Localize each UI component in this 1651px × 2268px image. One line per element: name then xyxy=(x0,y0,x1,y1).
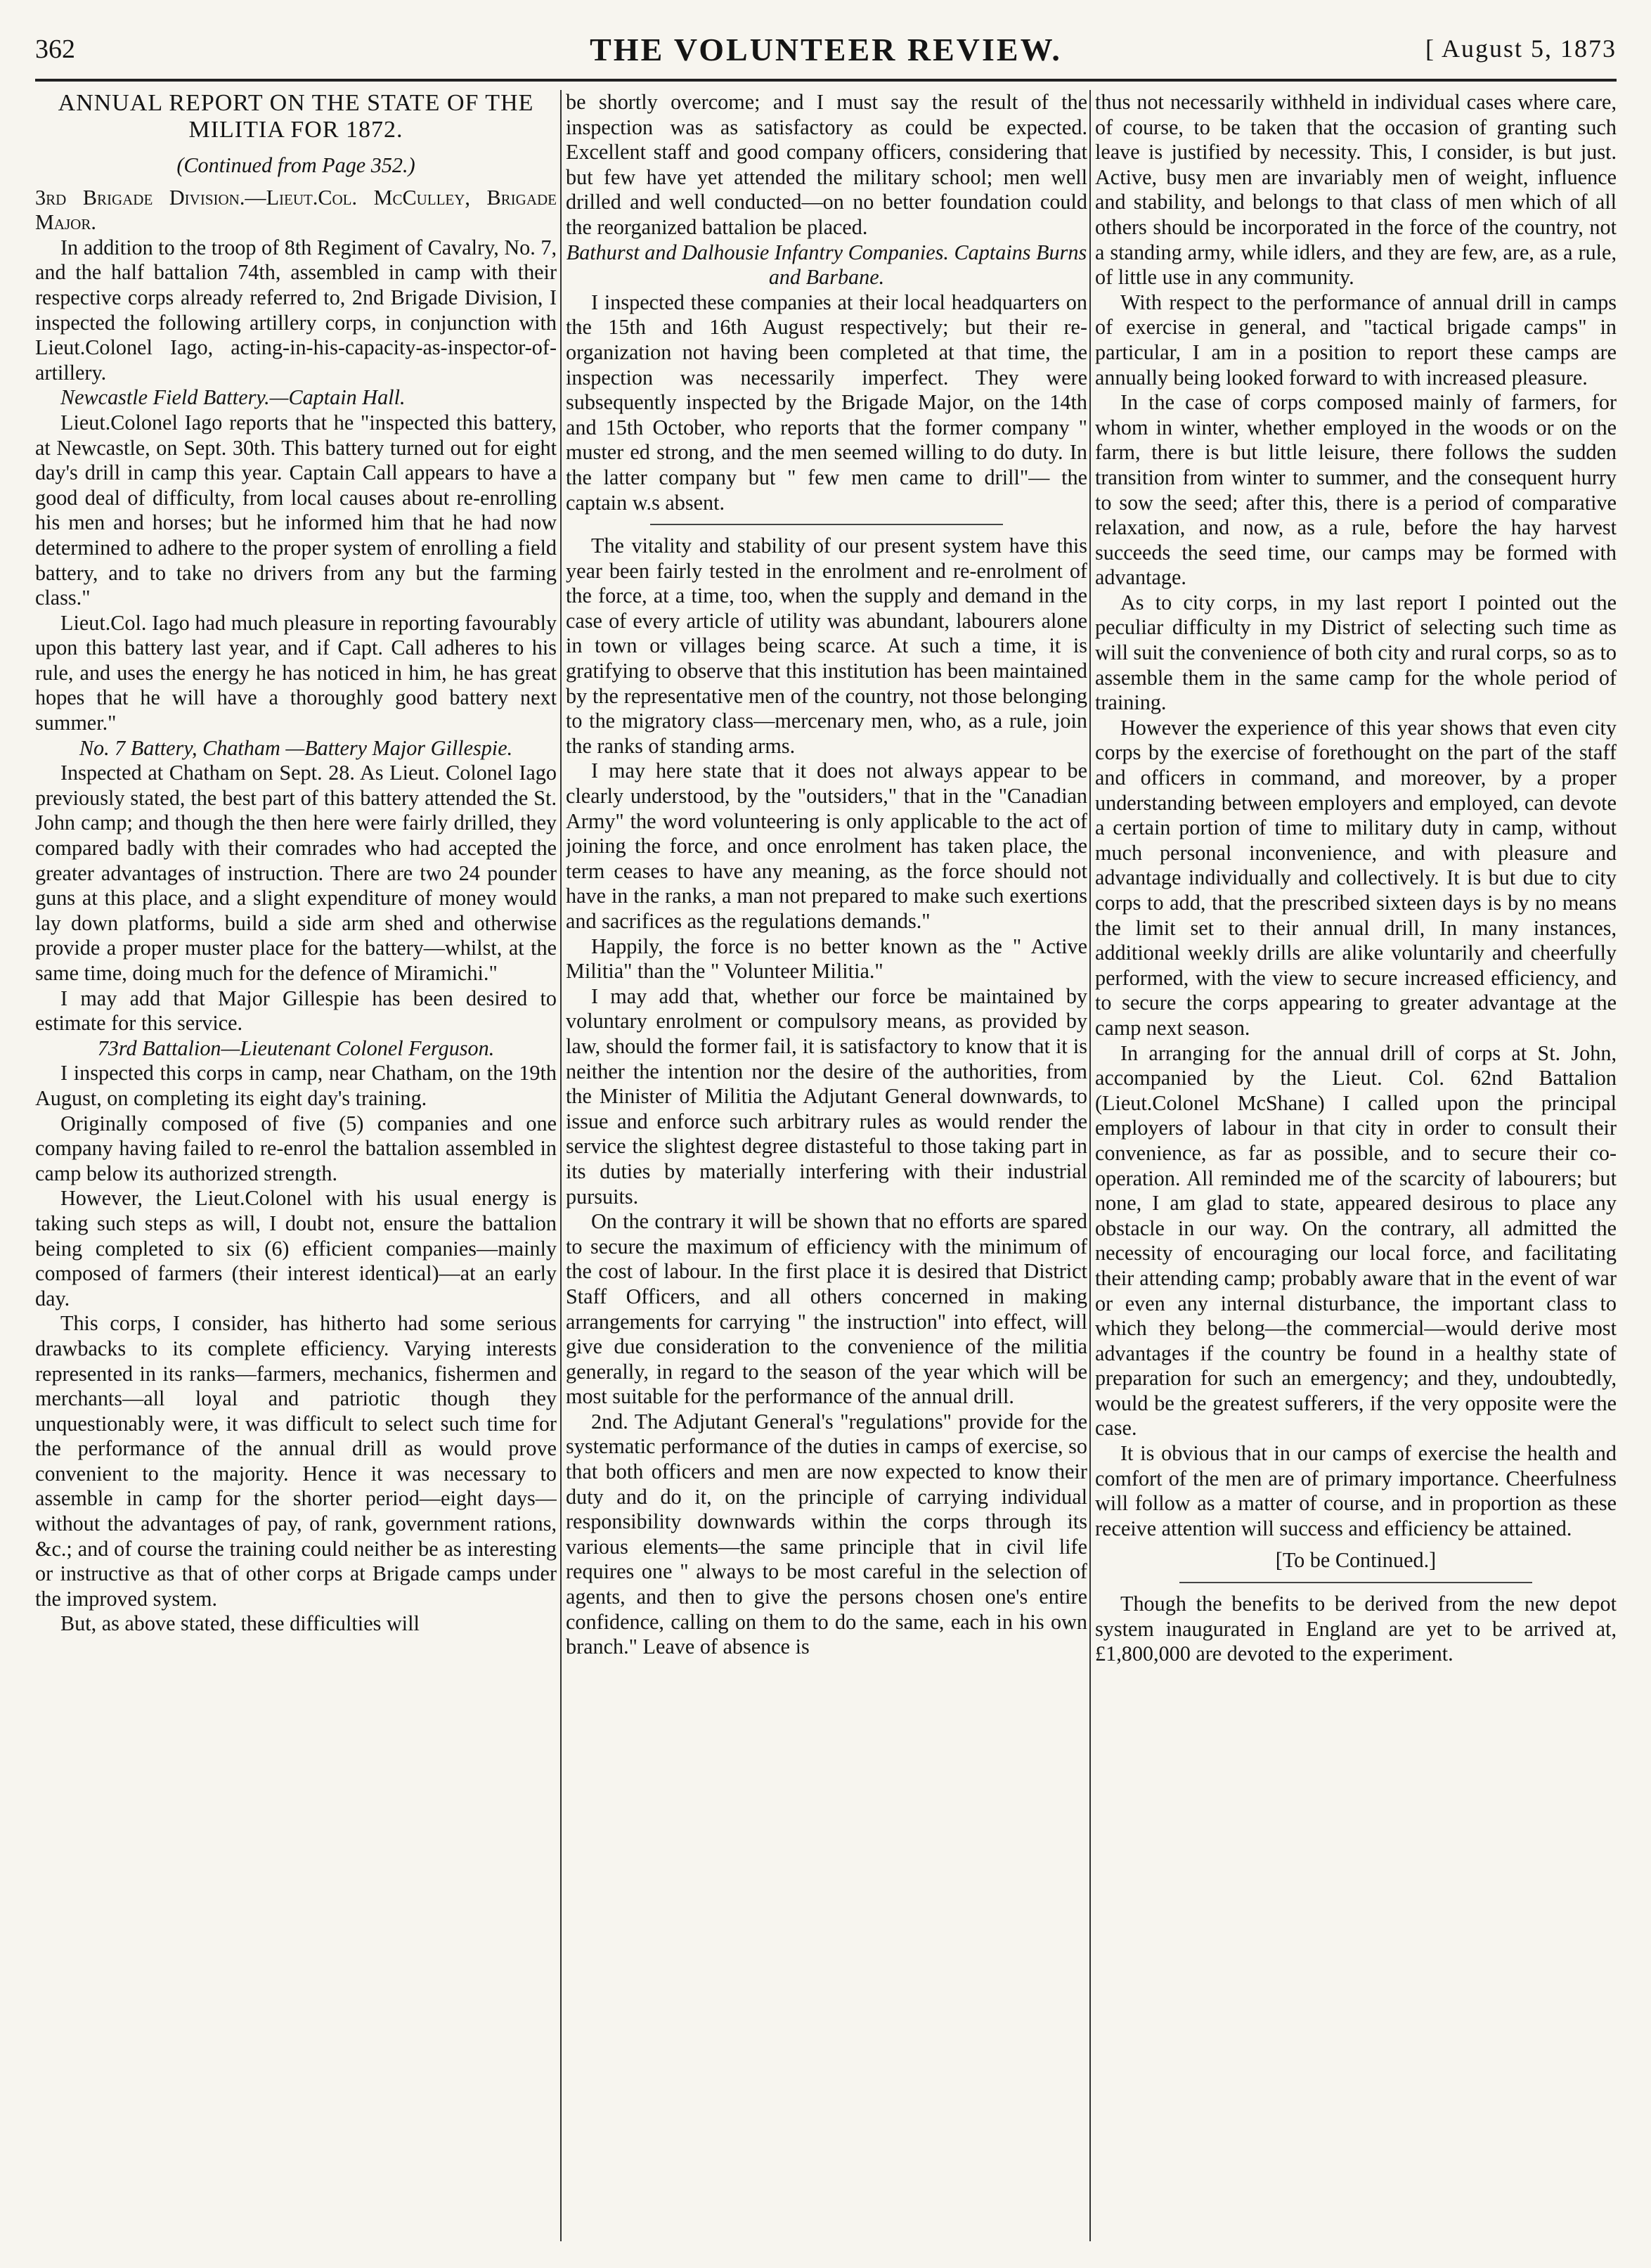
paragraph: I may add that, whether our force be maintained by voluntary enrolment or compulsory means, as provided by law, should the former fail, it is satisfactory to know that it is neither the intention nor the desire of the authorities, from the Minister of Militia the Adjutant General downwards, to issue and enforce such arbitrary rules as would render the service the slightest degree distasteful to those taking part in its duties by materially interfering with their industrial pursuits. xyxy=(566,984,1087,1209)
paragraph: In arranging for the annual drill of corps at St. John, accompanied by the Lieut. Col. 62nd Battalion (Lieut.Colonel McShane) I called upon the principal employers of labour in that city in order to consult their convenience, as far as possible, and to secure their co-operation. All reminded me of the scarcity of labourers; but none, I am glad to state, appeared desirous to place any obstacle in our way. On the contrary, all admitted the necessity of encouraging our local force, and facilitating their attending camp; probably aware that in the event of war or even any internal disturbance, the important class to which they belong—the commercial—would derive most advantages if the country be found in a healthy state of preparation for such an emergency; and they, undoubtedly, would be the greatest sufferers, if the very opposite were the case. xyxy=(1095,1040,1617,1441)
paragraph: I may add that Major Gillespie has been desired to estimate for this service. xyxy=(35,986,557,1036)
paragraph: But, as above stated, these difficulties will xyxy=(60,1611,420,1636)
column-3 xyxy=(1095,90,1617,2241)
paragraph: Happily, the force is no better known as the " Active Militia" than the " Volunteer Militia." xyxy=(566,934,1087,984)
page-header xyxy=(35,30,1617,82)
subheading: Newcastle Field Battery.—Captain Hall. xyxy=(60,385,406,410)
paragraph: This corps, I consider, has hitherto had some serious drawbacks to its complete efficiency. Varying interests represented in its ranks—farmers, mechanics, fishermen and merchants—all loyal and patriotic though they unquestionably were, it was difficult to select such time for the performance of the annual drill as would prove convenient to the majority. Hence it was necessary to assemble in camp for the shorter period—eight days—without the advantages of pay, of rank, government rations, &c.; and of course the training could neither be as interesting or instructive as that of other corps at Brigade camps under the improved system. xyxy=(35,1311,557,1611)
continued-note: (Continued from Page 352.) xyxy=(176,153,415,177)
paragraph: With respect to the performance of annual drill in camps of exercise in general, and "tactical brigade camps" in particular, I am in a position to report these camps are annually being looked forward to with increased pleasure. xyxy=(1095,290,1617,389)
paragraph: The vitality and stability of our present system have this year been fairly tested in the enrolment and re-enrolment of the force, at a time, too, when the supply and demand in the case of every article of utility was abundant, labourers alone in town or villages being scarce. At such a time, it is gratifying to observe that this institution has been maintained by the representative men of the country, not those belonging to the migratory class—mercenary men, who, as a rule, join the ranks of standing arms. xyxy=(566,534,1087,758)
subheading: No. 7 Battery, Chatham —Battery Major Gillespie. xyxy=(79,735,513,760)
section-heading: 3rd Brigade Division.—Lieut.Col. McCulley, Brigade Major. xyxy=(35,185,557,235)
section-divider xyxy=(1179,1582,1532,1583)
paragraph: In addition to the troop of 8th Regiment of Cavalry, No. 7, and the half battalion 74th, assembled in camp with their respective corps already referred to, 2nd Brigade Division, I inspected the following artillery corps, in conjunction with Lieut.Colonel Iago, acting-in-his-capacity-as-inspector-of-artillery. xyxy=(35,235,557,385)
paragraph: I inspected this corps in camp, near Chatham, on the 19th August, on completing its eight day's training. xyxy=(35,1061,557,1110)
paragraph: However, the Lieut.Colonel with his usual energy is taking such steps as will, I doubt not, ensure the battalion being completed to six (6) efficient companies—mainly composed of farmers (their interest identical)—at an early day. xyxy=(35,1186,557,1310)
paragraph: Though the benefits to be derived from the new depot system inaugurated in England are yet to be arrived at, £1,800,000 are devoted to the experiment. xyxy=(1095,1592,1617,1666)
subheading: 73rd Battalion—Lieutenant Colonel Ferguson. xyxy=(97,1036,495,1060)
column-1 xyxy=(35,90,557,2241)
paragraph: thus not necessarily withheld in individual cases where care, of course, to be taken that the occasion of granting such leave is justified by necessity. This, I consider, is but just. Active, busy men are invariably men of weight, influence and stability, and belongs to that class of men which of all others should be incorporated in the force of the country, not a standing army, while idlers, and they are few, are, as a rule, of little use in any community. xyxy=(1095,90,1617,290)
column-rule xyxy=(1089,90,1091,2241)
paragraph: I inspected these companies at their local headquarters on the 15th and 16th August respectively; but their re-organization not having been completed at that time, the inspection was necessarily imperfect. They were subsequently inspected by the Brigade Major, on the 14th and 15th October, who reports that the former company " muster ed strong, and the men seemed willing to do duty. In the latter company but " few men came to drill"— the captain w.s absent. xyxy=(566,290,1087,515)
column-rule xyxy=(560,90,562,2241)
paragraph: It is obvious that in our camps of exercise the health and comfort of the men are of primary importance. Cheerfulness will follow as a matter of course, and in proportion as these receive attention will success and efficiency be attained. xyxy=(1095,1441,1617,1540)
paragraph: In the case of corps composed mainly of farmers, for whom in winter, whether employed in the woods or on the farm, there is but little leisure, there follows the sudden transition from winter to summer, and the consequent hurry to sow the seed; after this, there is a period of comparative relaxation, and now, as a rule, before the hay harvest succeeds the seed time, our camps may be formed with advantage. xyxy=(1095,390,1617,590)
page-number: 362 xyxy=(35,34,75,64)
paragraph: be shortly overcome; and I must say the result of the inspection was as satisfactory as could be expected. Excellent staff and good company officers, considering that but few have yet attended the military school; men well drilled and well conducted—on no better foundation could the reorganized battalion be placed. xyxy=(566,90,1087,239)
paragraph: I may here state that it does not always appear to be clearly understood, by the "outsiders," that in the "Canadian Army" the word volunteering is only applicable to the act of joining the force, and once enrolment has taken place, the term ceases to have any meaning, as the force should not have in the ranks, a man not prepared to make such exertions and sacrifices as the regulations demands." xyxy=(566,759,1087,933)
to-be-continued: [To be Continued.] xyxy=(1275,1548,1437,1573)
paragraph: However the experience of this year shows that even city corps by the exercise of forethought on the part of the staff and officers in command, and moreover, by a proper understanding between employers and employed, can devote a certain portion of time to military duty in camp, without much personal inconvenience, and with pleasure and advantage individually and collectively. It is but due to city corps to add, that the prescribed sixteen days is by no means the limit set to their annual drill, In many instances, additional weekly drills are alike voluntarily and cheerfully performed, with the view to secure increased efficiency, and to secure the corps appearing to greater advantage at the camp next season. xyxy=(1095,715,1617,1040)
paragraph: 2nd. The Adjutant General's "regulations" provide for the systematic performance of the duties in camps of exercise, so that both officers and men are now expected to know their duty and do it, on the principle of carrying individual responsibility downwards within the corps through its various elements—the same principle that in civil life requires one " always to be most careful in the selection of agents, and then to give the persons chosen one's entire confidence, calling on them to do the same, each in his own branch." Leave of absence is xyxy=(566,1409,1087,1659)
article-title: ANNUAL REPORT ON THE STATE OF THE MILITIA FOR 1872. xyxy=(58,90,534,143)
paragraph: Originally composed of five (5) companies and one company having failed to re-enrol the battalion assembled in camp below its authorized strength. xyxy=(35,1111,557,1185)
paragraph: As to city corps, in my last report I pointed out the peculiar difficulty in my District of selecting such time as will suit the convenience of both city and rural corps, so as to assemble them in the same camp for the whole period of training. xyxy=(1095,590,1617,715)
subheading: Bathurst and Dalhousie Infantry Companies. Captains Burns and Barbane. xyxy=(566,240,1087,290)
section-divider xyxy=(650,524,1003,525)
column-2 xyxy=(566,90,1087,2241)
issue-date: [ August 5, 1873 xyxy=(1425,34,1617,63)
paragraph: Lieut.Colonel Iago reports that he "inspected this battery, at Newcastle, on Sept. 30th. This battery turned out for eight day's drill in camp this year. Captain Call appears to have a good deal of difficulty, from local causes about re-enrolling his men and horses; but he informed him that he had now determined to adhere to the proper system of enrolling a field battery, and to take no drivers from any but the farming class." xyxy=(35,410,557,610)
paragraph: Inspected at Chatham on Sept. 28. As Lieut. Colonel Iago previously stated, the best part of this battery attended the St. John camp; and though the then here were fairly drilled, they compared badly with their comrades who had accepted the greater advantages of instruction. There are two 24 pounder guns at this place, and a slight expenditure of money would lay down platforms, build a side arm shed and otherwise provide a proper muster place for the battery—whilst, at the same time, doing much for the defence of Miramichi." xyxy=(35,761,557,985)
masthead-title: THE VOLUNTEER REVIEW. xyxy=(590,32,1062,67)
paragraph: Lieut.Col. Iago had much pleasure in reporting favourably upon this battery last year, and if Capt. Call adheres to his rule, and uses the energy he has noticed in him, he has great hopes that he will have a thoroughly good battery next summer." xyxy=(35,610,557,735)
paragraph: On the contrary it will be shown that no efforts are spared to secure the maximum of efficiency with the minimum of the cost of labour. In the first place it is desired that District Staff Officers, and all others concerned in making arrangements for carrying " the instruction" into effect, will give due consideration to the convenience of the militia generally, in regard to the season of the year which will be most suitable for the performance of the annual drill. xyxy=(566,1209,1087,1409)
